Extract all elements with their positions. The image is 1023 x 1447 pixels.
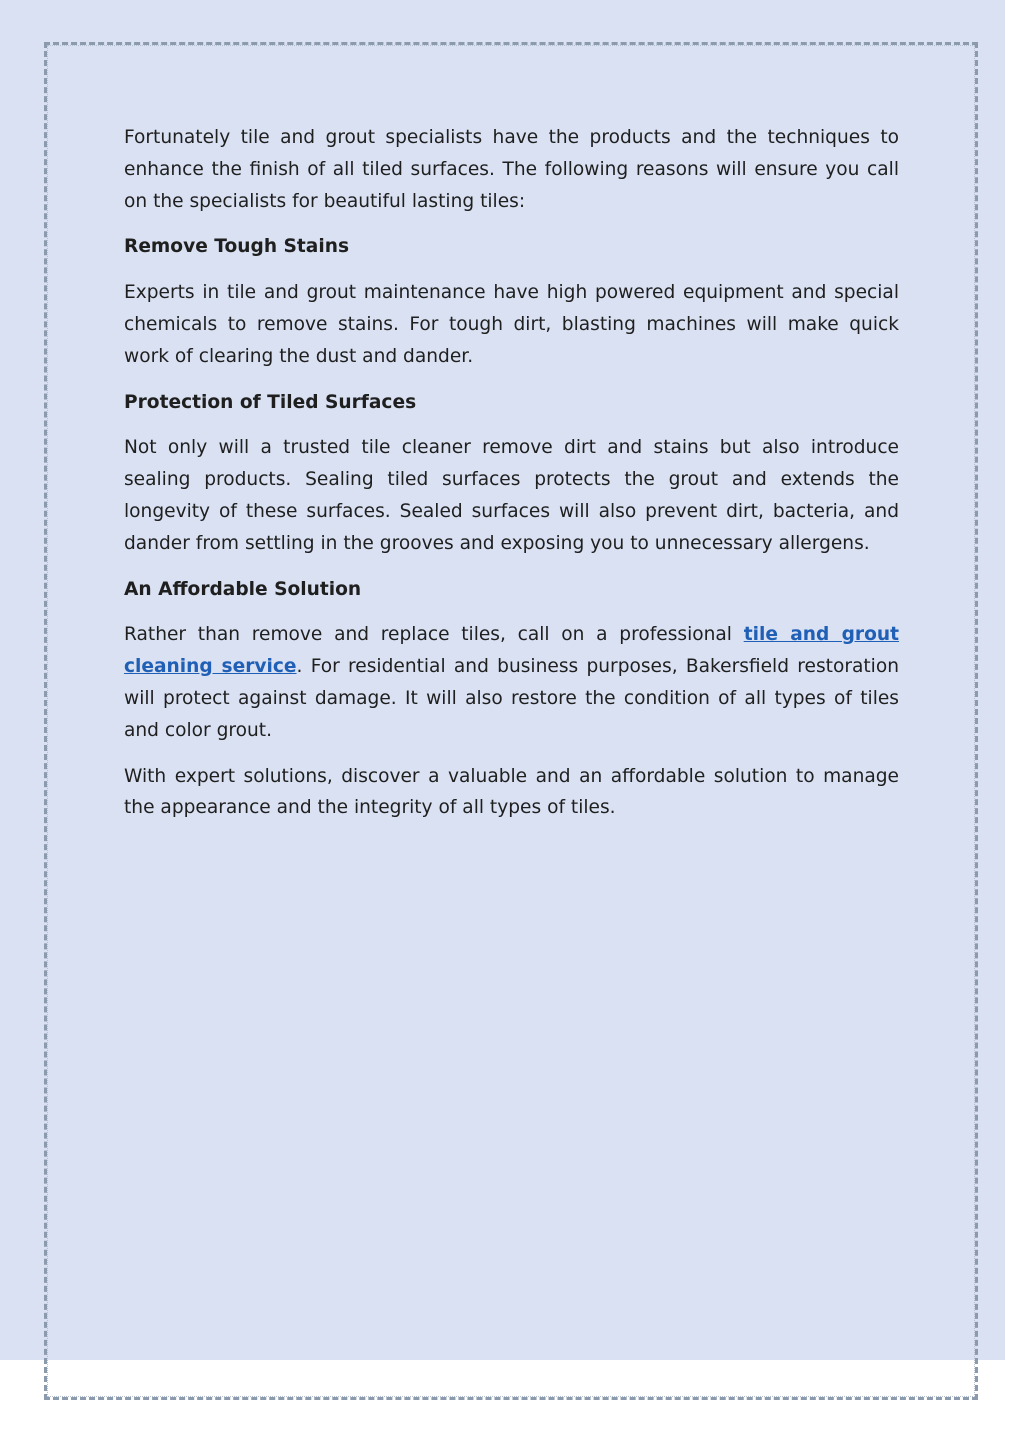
paragraph-protection-tiled-surfaces: Not only will a trusted tile cleaner remove dirt and stains but also introduce sealing products. Sealing tiled surfaces protects the grout and extends the longevity of these surfaces. Sealed surfaces will also prevent dirt, bacteria, and dander from settling in the grooves and exposing you to unnecessary allergens. — [124, 437, 899, 554]
paragraph-text-before-link: Rather than remove and replace tiles, call on a professional — [124, 624, 744, 646]
document-body — [124, 122, 899, 838]
tile-grout-cleaning-service-link[interactable]: tile and grout cleaning service — [124, 624, 899, 678]
intro-paragraph: Fortunately tile and grout specialists have the products and the techniques to enhance the finish of all tiled surfaces. The following reasons will ensure you call on the specialists for beautiful lasting tiles: — [124, 127, 899, 212]
closing-paragraph: With expert solutions, discover a valuable and an affordable solution to manage the appearance and the integrity of all types of tiles. — [124, 765, 899, 819]
heading-affordable-solution: An Affordable Solution — [124, 578, 362, 600]
paragraph-affordable-solution — [124, 619, 899, 746]
paragraph-text-after-link: . For residential and business purposes, Bakersfield restoration will protect against damage. It will also restore the condition of all types of tiles and color grout. — [124, 656, 899, 741]
heading-remove-tough-stains: Remove Tough Stains — [124, 236, 350, 258]
paragraph-remove-tough-stains: Experts in tile and grout maintenance have high powered equipment and special chemicals to remove stains. For tough dirt, blasting machines will make quick work of clearing the dust and dander. — [124, 282, 899, 367]
heading-protection-tiled-surfaces: Protection of Tiled Surfaces — [124, 391, 417, 413]
